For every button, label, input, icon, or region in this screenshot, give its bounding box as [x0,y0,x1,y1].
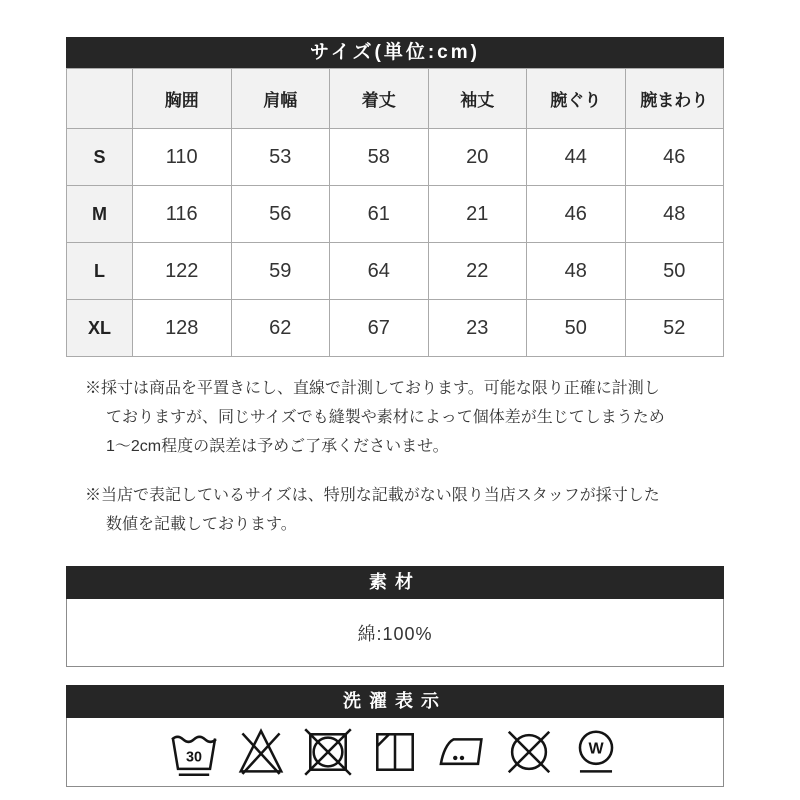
size-cell: 50 [625,243,724,300]
material-title: 素材 [66,566,724,599]
wet-clean-gentle-icon [569,725,623,779]
row-label: L [67,243,133,300]
laundry-section [66,685,724,787]
column-header-length: 着丈 [330,69,429,129]
note-line: 1〜2cm程度の誤差は予めご了承くださいませ。 [106,438,449,455]
column-header-sleeve: 袖丈 [428,69,527,129]
column-header-chest: 胸囲 [133,69,232,129]
size-cell: 59 [231,243,330,300]
size-cell: 58 [330,129,429,186]
size-cell: 21 [428,186,527,243]
table-row-xl [67,300,724,357]
size-table [66,68,724,357]
size-cell: 48 [527,243,626,300]
size-chart-page [66,0,724,787]
iron-medium-icon [435,725,489,779]
do-not-bleach-icon [234,725,288,779]
do-not-tumble-dry-icon [301,725,355,779]
laundry-title: 洗濯表示 [66,685,724,718]
size-cell: 116 [133,186,232,243]
table-row-l [67,243,724,300]
size-cell: 44 [527,129,626,186]
svg-text:30: 30 [186,749,202,766]
note-line: 数値を記載しております。 [106,516,297,533]
size-cell: 128 [133,300,232,357]
size-table-section [66,37,724,357]
column-header-shoulder: 肩幅 [231,69,330,129]
size-table-title: サイズ(単位:cm) [66,37,724,68]
note-line: ※当店で表記しているサイズは、特別な記載がない限り当店スタッフが採寸した [85,487,660,504]
material-body [66,599,724,667]
size-cell: 67 [330,300,429,357]
row-label: S [67,129,133,186]
staff-measured-note [66,481,724,539]
table-row-m [67,186,724,243]
size-cell: 61 [330,186,429,243]
material-section [66,566,724,667]
size-cell: 23 [428,300,527,357]
measurement-note [66,374,724,461]
row-label: XL [67,300,133,357]
svg-text:W: W [588,739,604,758]
size-cell: 110 [133,129,232,186]
size-cell: 122 [133,243,232,300]
note-line: ※採寸は商品を平置きにし、直線で計測しております。可能な限り正確に計測し [85,380,660,397]
corner-cell [67,69,133,129]
column-header-arm-circumference: 腕まわり [625,69,724,129]
wash-30-gentle-icon [167,725,221,779]
size-cell: 22 [428,243,527,300]
size-cell: 20 [428,129,527,186]
size-cell: 52 [625,300,724,357]
size-cell: 46 [527,186,626,243]
line-dry-in-shade-icon [368,725,422,779]
size-cell: 62 [231,300,330,357]
note-line: ておりますが、同じサイズでも縫製や素材によって個体差が生じてしまうため [106,409,665,426]
size-cell: 46 [625,129,724,186]
do-not-dry-clean-icon [502,725,556,779]
size-cell: 53 [231,129,330,186]
laundry-icons-row [66,718,724,787]
size-cell: 64 [330,243,429,300]
size-cell: 56 [231,186,330,243]
size-cell: 50 [527,300,626,357]
material-value: 綿:100% [357,623,433,644]
row-label: M [67,186,133,243]
column-header-armhole: 腕ぐり [527,69,626,129]
table-row-s [67,129,724,186]
table-header-row [67,69,724,129]
size-cell: 48 [625,186,724,243]
